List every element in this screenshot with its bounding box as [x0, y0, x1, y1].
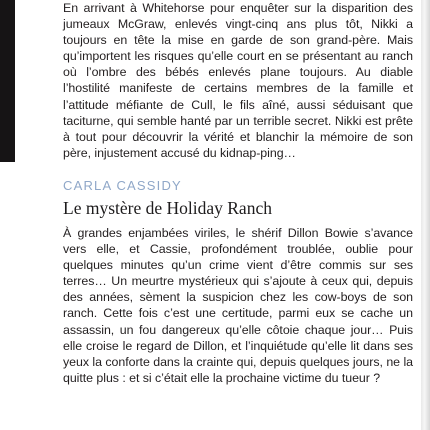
- black-side-bar: [0, 0, 15, 162]
- author-name: CARLA CASSIDY: [63, 178, 182, 193]
- second-book-description: À grandes enjambées viriles, le shérif Dillon Bowie s’avance vers elle, et Cassie, profondément troublée, oublie pour quelques minutes qu’un crime vient d’être commis sur ses terres… Un meurtre mystérieux qui s’ajoute à ceux qui, depuis des années, sèment la suspicion chez les cow-boys de son ranch. Cette fois c’est une certitude, parmi eux se cache un assassin, un fou dangereux qu’elle côtoie chaque jour… Puis elle croise le regard de Dillon, et l’inquiétude qu’elle lit dans ses yeux la conforte dans la crainte qui, depuis quelques jours, ne la quitte plus : et si c’était elle la prochaine victime du tueur ?: [63, 226, 413, 385]
- first-book-description: En arrivant à Whitehorse pour enquêter sur la disparition des jumeaux McGraw, enlevés vingt-cinq ans plus tôt, Nikki a toujours en tête la mise en garde de son grand-père. Mais qu’importent les risques qu’elle court en se présentant au ranch où l’ombre des bébés enlevés plane toujours. Au diable l’hostilité manifeste de certains membres de la famille et l’attitude méfiante de Cull, le fils aîné, aussi séduisant que taciturne, qui semble hanté par un terrible secret. Nikki est prête à tout pour découvrir la vérité et blanchir la mémoire de son père, injustement accusé du kidnap-ping…: [63, 1, 413, 160]
- page-edge: [421, 0, 430, 430]
- book-title: Le mystère de Holiday Ranch: [63, 198, 272, 218]
